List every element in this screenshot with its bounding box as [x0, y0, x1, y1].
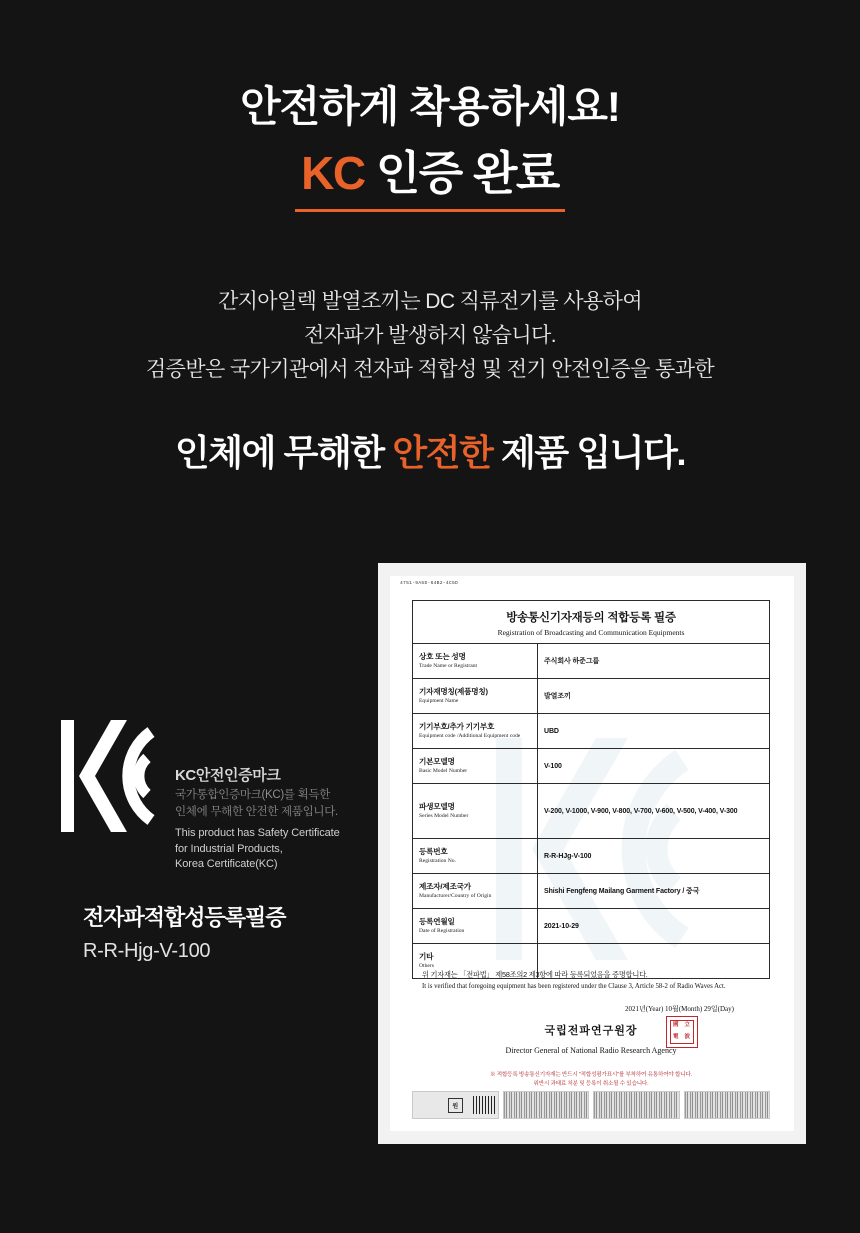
- field-label-ko: 등록번호: [419, 847, 448, 857]
- emphasis-accent: 안전한: [392, 432, 493, 473]
- field-label-en: Others: [419, 962, 434, 969]
- field-value: V-100: [538, 749, 770, 784]
- certificate-footnote: [422, 1071, 760, 1089]
- kc-safety-certification-logo-icon: [55, 712, 163, 840]
- certificate-table-frame: [412, 600, 770, 979]
- body-line-3: 검증받은 국가기관에서 전자파 적합성 및 전기 안전인증을 통과한: [145, 358, 715, 382]
- kc-certified-label: 인증 완료: [364, 147, 559, 200]
- field-value: 주식회사 하준그룹: [538, 644, 770, 679]
- field-label-ko: 기본모델명: [419, 757, 455, 767]
- kc-mark-sub-line-2: 인체에 무해한 안전한 제품입니다.: [175, 805, 338, 818]
- field-label-en: Equipment Name: [419, 697, 459, 704]
- certificate-code: 4751-9A5D-64B2-4C5D: [400, 581, 459, 586]
- kc-mark-en-line-2: for Industrial Products,: [175, 842, 283, 855]
- kc-mark-title: KC안전인증마크: [175, 767, 281, 784]
- body-copy: [0, 285, 860, 387]
- headline-block: [0, 82, 860, 212]
- field-value: Shishi Fengfeng Mailang Garment Factory / 중국: [538, 874, 770, 909]
- kc-mark-en-line-3: Korea Certificate(KC): [175, 858, 278, 871]
- table-row: [413, 839, 769, 874]
- field-label-en: Manufacturer/Country of Origin: [419, 892, 492, 899]
- field-label-ko: 제조자/제조국가: [419, 882, 471, 892]
- table-row: [413, 909, 769, 944]
- strip-pattern-box: [593, 1091, 680, 1119]
- kc-mark-sub-line-1: 국가통합인증마크(KC)를 획득한: [175, 789, 331, 801]
- field-value: UBD: [538, 714, 770, 749]
- table-row: [413, 749, 769, 784]
- official-red-seal-icon: 國 立 電 波: [666, 1016, 698, 1048]
- signature-ko: 국립전파연구원장 國 立 電 波: [422, 1022, 760, 1038]
- field-value: 발열조끼: [538, 679, 770, 714]
- certificate-statement: [412, 962, 770, 1089]
- field-label-en: Registration No.: [419, 857, 456, 864]
- kc-label: KC: [301, 147, 365, 200]
- field-value: R-R-HJg-V-100: [538, 839, 770, 874]
- emphasis-suffix: 제품 입니다.: [492, 432, 686, 473]
- table-row: [413, 714, 769, 749]
- emphasis-line: [0, 425, 860, 476]
- page-title: 안전하게 착용하세요!: [240, 83, 620, 130]
- kc-caption-code: R-R-Hjg-V-100: [83, 939, 211, 962]
- field-label-ko: 기타: [419, 952, 434, 962]
- kc-mark-block: [55, 712, 355, 963]
- field-label-en: Date of Registration: [419, 927, 465, 934]
- certificate-fields-table: [413, 644, 769, 978]
- certificate-security-strip: [412, 1091, 770, 1119]
- field-label-en: Equipment code /Additional Equipment code: [419, 732, 521, 739]
- table-row: [413, 679, 769, 714]
- footnote-line-2: 위반시 과태료 처분 및 등록이 취소될 수 있습니다.: [533, 1080, 649, 1087]
- certificate-title-ko: 방송통신기자재등의 적합등록 필증: [506, 612, 676, 624]
- field-label-en: Series Model Number: [419, 812, 469, 819]
- strip-barcode-icon: [473, 1096, 495, 1114]
- field-label-en: Trade Name or Registrant: [419, 662, 478, 669]
- kc-caption-title: 전자파적합성등록필증: [83, 904, 286, 930]
- field-label-ko: 등록연월일: [419, 917, 455, 927]
- table-row: [413, 784, 769, 839]
- footnote-line-1: ※ 적합등록 방송통신기자재는 반드시 "적합성평가표시"를 부착하여 유통하여야 합니다.: [490, 1071, 692, 1078]
- kc-mark-en-line-1: This product has Safety Certificate: [175, 827, 340, 840]
- field-label-ko: 기기부호/추가 기기부호: [419, 722, 495, 732]
- field-value: V-200, V-1000, V-900, V-800, V-700, V-600, V-500, V-400, V-300: [538, 784, 770, 839]
- emphasis-prefix: 인체에 무해한: [174, 432, 393, 473]
- table-row: [413, 644, 769, 679]
- statement-ko: 위 기자재는 「전파법」 제58조의2 제3항에 따라 등록되었음을 증명합니다.: [422, 970, 648, 979]
- strip-seal-label: 원: [448, 1098, 463, 1113]
- field-value: 2021-10-29: [538, 909, 770, 944]
- strip-pattern-box: [503, 1091, 590, 1119]
- field-label-ko: 파생모델명: [419, 802, 455, 812]
- field-label-en: Basic Model Number: [419, 767, 468, 774]
- field-label-ko: 상호 또는 성명: [419, 652, 466, 662]
- kc-certified-banner: [295, 148, 565, 212]
- table-row: [413, 874, 769, 909]
- strip-seal-box: [412, 1091, 499, 1119]
- certificate-title: [413, 601, 769, 644]
- strip-pattern-box: [684, 1091, 771, 1119]
- signature-en: Director General of National Radio Research Agency: [505, 1045, 677, 1055]
- body-line-2: 전자파가 발생하지 않습니다.: [304, 324, 556, 348]
- field-label-ko: 기자재명칭(제품명칭): [419, 687, 488, 697]
- certificate-document: [378, 563, 806, 1144]
- issue-date: 2021년(Year) 10월(Month) 29일(Day): [624, 1004, 734, 1013]
- statement-en: It is verified that foregoing equipment has been registered under the Clause 3, Article 58-2 of Radio Waves Act.: [422, 983, 726, 990]
- certificate-title-en: Registration of Broadcasting and Communication Equipments: [497, 628, 685, 637]
- body-line-1: 간지아일렉 발열조끼는 DC 직류전기를 사용하여: [217, 290, 643, 313]
- kc-caption: [83, 901, 355, 963]
